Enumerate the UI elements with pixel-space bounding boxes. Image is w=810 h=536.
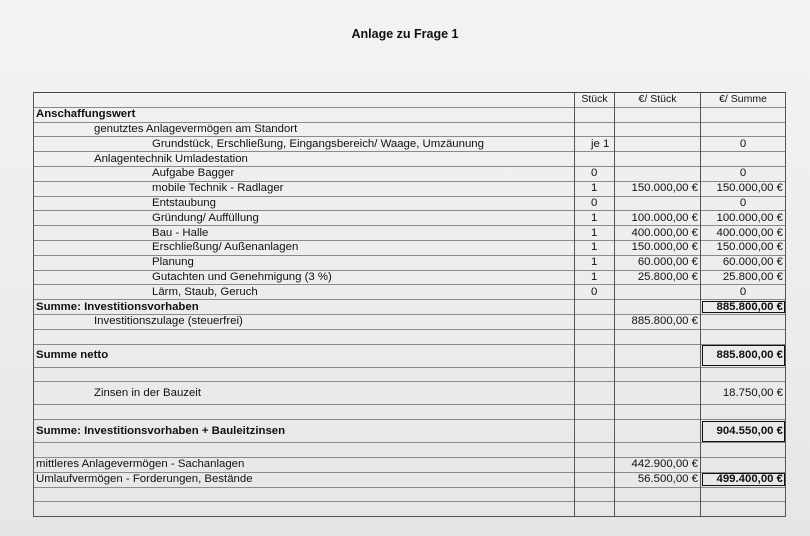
row-stueck (575, 472, 615, 487)
table-row (34, 152, 786, 167)
row-label (34, 487, 575, 502)
row-stueck (575, 405, 615, 420)
table-row (34, 382, 786, 405)
investment-table (33, 92, 786, 517)
table-row-empty (34, 487, 786, 502)
row-sum-total: 885.800,00 € (701, 300, 786, 315)
row-sum (701, 107, 786, 122)
row-label (34, 405, 575, 420)
table-row (34, 240, 786, 255)
row-sum (701, 457, 786, 472)
row-stueck (575, 502, 615, 517)
row-sum (701, 314, 786, 329)
row-sum (701, 367, 786, 382)
row-stueck: 1 (575, 226, 615, 241)
row-per-piece (615, 329, 701, 344)
row-sum-total: 885.800,00 € (701, 344, 786, 367)
row-per-piece (615, 420, 701, 443)
row-label: Anlagentechnik Umladestation (34, 152, 575, 167)
row-per-piece: 150.000,00 € (615, 240, 701, 255)
row-per-piece: 150.000,00 € (615, 181, 701, 196)
row-label: Erschließung/ Außenanlagen (34, 240, 575, 255)
table-row (34, 107, 786, 122)
table-row-empty (34, 405, 786, 420)
row-stueck (575, 367, 615, 382)
row-sum: 400.000,00 € (701, 226, 786, 241)
row-stueck: 0 (575, 166, 615, 181)
row-sum: 0 (701, 137, 786, 152)
table-row (34, 196, 786, 211)
row-stueck (575, 107, 615, 122)
row-stueck: 1 (575, 255, 615, 270)
row-label: genutztes Anlagevermögen am Standort (34, 122, 575, 137)
table-row-total (34, 300, 786, 315)
table-row (34, 314, 786, 329)
row-sum (701, 487, 786, 502)
row-per-piece (615, 367, 701, 382)
table-row (34, 285, 786, 300)
row-label: Zinsen in der Bauzeit (34, 382, 575, 405)
row-label (34, 502, 575, 517)
row-label: mobile Technik - Radlager (34, 181, 575, 196)
row-sum (701, 329, 786, 344)
row-sum: 25.800,00 € (701, 270, 786, 285)
table-row (34, 226, 786, 241)
row-stueck: 0 (575, 196, 615, 211)
table-header-row (34, 93, 786, 108)
table-row-empty (34, 443, 786, 458)
row-per-piece: 56.500,00 € (615, 472, 701, 487)
row-label: Gutachten und Genehmigung (3 %) (34, 270, 575, 285)
row-sum: 100.000,00 € (701, 211, 786, 226)
row-stueck (575, 457, 615, 472)
row-label: Umlaufvermögen - Forderungen, Bestände (34, 472, 575, 487)
table-row (34, 270, 786, 285)
row-stueck (575, 420, 615, 443)
row-stueck (575, 300, 615, 315)
row-per-piece (615, 487, 701, 502)
row-label: Entstaubung (34, 196, 575, 211)
row-per-piece (615, 300, 701, 315)
row-per-piece (615, 152, 701, 167)
row-per-piece: 400.000,00 € (615, 226, 701, 241)
row-stueck (575, 122, 615, 137)
row-sum: 60.000,00 € (701, 255, 786, 270)
row-label: Bau - Halle (34, 226, 575, 241)
row-sum (701, 152, 786, 167)
table-row-empty (34, 502, 786, 517)
row-sum: 0 (701, 285, 786, 300)
row-stueck (575, 344, 615, 367)
row-per-piece (615, 344, 701, 367)
row-per-piece: 100.000,00 € (615, 211, 701, 226)
row-sum: 0 (701, 166, 786, 181)
row-per-piece (615, 405, 701, 420)
row-per-piece: 60.000,00 € (615, 255, 701, 270)
row-label: Lärm, Staub, Geruch (34, 285, 575, 300)
row-sum-total: 904.550,00 € (701, 420, 786, 443)
row-label: Summe: Investitionsvorhaben + Bauleitzinsen (34, 420, 575, 443)
row-stueck (575, 443, 615, 458)
row-per-piece: 442.900,00 € (615, 457, 701, 472)
row-label: Summe: Investitionsvorhaben (34, 300, 575, 315)
row-stueck (575, 382, 615, 405)
row-label (34, 443, 575, 458)
row-per-piece (615, 196, 701, 211)
row-sum: 0 (701, 196, 786, 211)
row-per-piece (615, 122, 701, 137)
table-row (34, 181, 786, 196)
header-sum: €/ Summe (701, 93, 786, 108)
row-label: mittleres Anlagevermögen - Sachanlagen (34, 457, 575, 472)
row-label (34, 329, 575, 344)
row-per-piece: 885.800,00 € (615, 314, 701, 329)
row-sum (701, 405, 786, 420)
row-stueck (575, 329, 615, 344)
row-stueck: 1 (575, 270, 615, 285)
table-row (34, 255, 786, 270)
row-per-piece (615, 382, 701, 405)
header-label-cell (34, 93, 575, 108)
table-row (34, 166, 786, 181)
row-label (34, 367, 575, 382)
row-label: Gründung/ Auffüllung (34, 211, 575, 226)
row-per-piece: 25.800,00 € (615, 270, 701, 285)
header-stueck: Stück (575, 93, 615, 108)
row-stueck (575, 314, 615, 329)
table-row (34, 137, 786, 152)
table-row (34, 211, 786, 226)
table-row (34, 457, 786, 472)
row-label: Anschaffungswert (34, 107, 575, 122)
row-sum (701, 122, 786, 137)
row-stueck: je 1 (575, 137, 615, 152)
header-per-piece: €/ Stück (615, 93, 701, 108)
row-sum: 150.000,00 € (701, 240, 786, 255)
row-sum: 150.000,00 € (701, 181, 786, 196)
page-title: Anlage zu Frage 1 (351, 27, 459, 41)
row-label: Summe netto (34, 344, 575, 367)
table-row-empty (34, 367, 786, 382)
row-sum (701, 502, 786, 517)
row-per-piece (615, 107, 701, 122)
row-stueck (575, 152, 615, 167)
row-label: Planung (34, 255, 575, 270)
table-row-total (34, 344, 786, 367)
row-per-piece (615, 285, 701, 300)
row-label: Aufgabe Bagger (34, 166, 575, 181)
row-label: Investitionszulage (steuerfrei) (34, 314, 575, 329)
row-label: Grundstück, Erschließung, Eingangsbereich/ Waage, Umzäunung (34, 137, 575, 152)
table-row (34, 122, 786, 137)
table-row-total (34, 420, 786, 443)
row-stueck: 0 (575, 285, 615, 300)
table-row-empty (34, 329, 786, 344)
row-per-piece (615, 137, 701, 152)
row-sum (701, 443, 786, 458)
row-stueck (575, 487, 615, 502)
row-stueck: 1 (575, 181, 615, 196)
row-per-piece (615, 166, 701, 181)
row-stueck: 1 (575, 211, 615, 226)
row-stueck: 1 (575, 240, 615, 255)
row-per-piece (615, 443, 701, 458)
table-row (34, 472, 786, 487)
row-per-piece (615, 502, 701, 517)
row-sum: 18.750,00 € (701, 382, 786, 405)
row-sum-total: 499.400,00 € (701, 472, 786, 487)
